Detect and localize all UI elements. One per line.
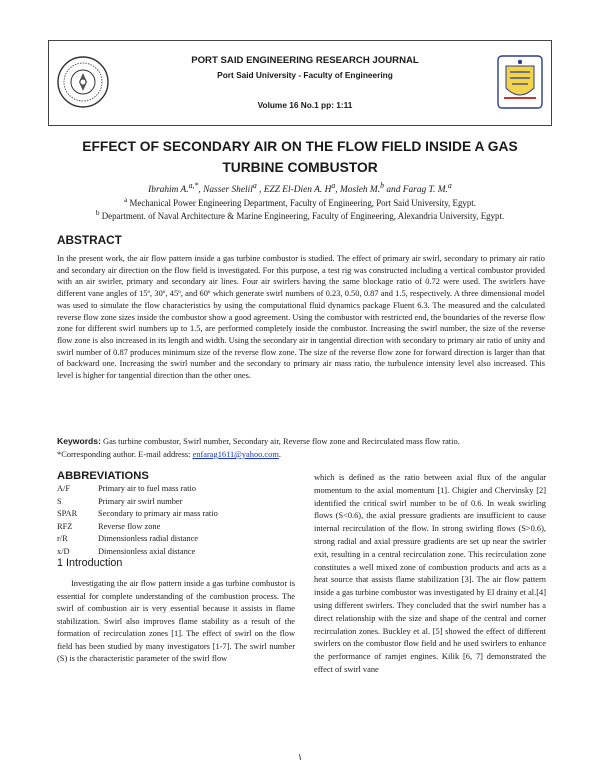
keywords-label: Keywords: — [57, 436, 101, 446]
keywords-text: Gas turbine combustor, Swirl number, Secondary air, Reverse flow zone and Recirculated mass flow ratio. — [103, 437, 460, 446]
corresponding-author — [57, 450, 545, 459]
abbr-meaning: Dimensionless axial distance — [98, 546, 196, 556]
paper-title — [70, 136, 530, 178]
abbr-term: SPAR — [57, 509, 78, 519]
table-row — [57, 534, 218, 547]
table-row — [57, 484, 218, 497]
author-name: Ibrahim A. — [148, 185, 189, 196]
author-name: EZZ El-Dien A. H — [263, 185, 332, 196]
abbreviations-heading: ABBREVIATIONS — [57, 470, 149, 482]
abbr-meaning: Reverse flow zone — [98, 521, 161, 531]
journal-name: PORT SAID ENGINEERING RESEARCH JOURNAL — [191, 55, 419, 66]
abbr-term: RFZ — [57, 521, 73, 531]
journal-volume: Volume 16 No.1 pp: 1:11 — [257, 100, 353, 110]
affiliation-sup: a — [124, 195, 128, 204]
abstract-text: In the present work, the air flow pattern inside a gas turbine combustor is studied. The effect of primary air swirl, secondary to primary air ratio and secondary air direction on the flow field is investigated. For this purpose, a test rig was constructed including a vertical combustor provided with an air swirler, primary and secondary air lines. Four air swirlers having the same blockage ratio of 0.72 were used. The swirlers have different vane angles of 15º, 30º, 45º, and 60º which generate swirl numbers of 0.23, 0.50, 0.87 and 1.5, respectively. A three dimensional model was used to simulate the flow characteristics by using the computational fluid dynamics package Fluent 6.3. The measured and the calculated reverse flow zone sizes inside the combustor show a good agreement. Using the combustor with restricted end, the boundaries of the reverse flow zone for different swirl numbers up to 1.5, are performed completely inside the combustor. Increasing the swirl number, the size of the reverse flow zone is also increased in its length and width. Using the secondary air in tangential direction with secondary to primary air ratio of unity and swirl number of 0.87 produces minimum size of the reverse flow zone. The size of the reverse flow zone for forward direction is larger than that of backward one. Increasing the swirl number and the secondary to primary air mass ratio, the turbulence intensity level also increased. This level is higher for tangential direction than the other ones. — [57, 254, 545, 381]
author-email-link[interactable]: enfarag1611@yahoo.com — [192, 450, 279, 459]
affiliation-text: Department. of Naval Architecture & Marine Engineering, Faculty of Engineering, Alexandria University, Egypt. — [101, 210, 505, 221]
author-list: Ibrahim A.$^{a,*}$, Nasser Shelil$^a$ , EZZ El-Dien A. $H^a$, Mosleh M.$^b$ and Farag T. M.$^a$ — [148, 181, 452, 196]
author-name: Farag T. M. — [402, 185, 448, 196]
affiliation-sup: b — [95, 208, 100, 217]
author-sup: a — [252, 181, 257, 190]
abbr-meaning: Dimensionless radial distance — [98, 534, 199, 544]
author-name: Nasser Shelil — [203, 185, 253, 196]
author-sup: b — [380, 181, 384, 190]
introduction-text: Investigating the air flow pattern inside a gas turbine combustor is essential for complete understanding of the combustion process. The swirl of combustion air is very essential because it assists in flame stabilization. Swirl also improves flame stability as a result of the formation of recirculation zones [1]. The effect of swirl on the flow field has been studied by many investigators [1-7]. The swirl number (S) is the characteristic parameter of the swirl flow — [57, 579, 295, 663]
journal-institution: Port Said University - Faculty of Engineering — [217, 70, 393, 80]
page-number: ١ — [297, 752, 303, 762]
author-sup: a — [447, 181, 452, 190]
keywords — [57, 436, 545, 446]
abstract-heading: ABSTRACT — [57, 233, 122, 247]
journal-header — [48, 40, 552, 126]
abbr-meaning: Primary air swirl number — [98, 496, 183, 506]
table-row — [57, 497, 218, 510]
author-sup: a,* — [188, 181, 199, 190]
author-name: Mosleh M. — [339, 185, 381, 196]
abbr-meaning: Primary air to fuel mass ratio — [98, 484, 196, 493]
paper-title-line-1: EFFECT OF SECONDARY AIR ON THE FLOW FIELD INSIDE A GAS — [82, 139, 518, 154]
abbr-term: r/R — [57, 534, 68, 544]
affiliation-text: Mechanical Power Engineering Department, Faculty of Engineering, Port Said University, Egypt. — [129, 197, 476, 208]
abbreviations-table — [57, 484, 218, 560]
abbr-meaning: Secondary to primary air mass ratio — [98, 509, 218, 519]
right-column-text: which is defined as the ratio between axial flux of the angular momentum to the axial momentum [1]. Chigier and Chervinsky [2] identified the critical swirl number to be of 0.6. In weak swirling flows (S<0.6), the axial pressure gradients are insufficient to cause internal recirculation of the flow. In strong swirling flows (S>0.6), strong radial and axial pressure gradients are set up near the swirler exit, resulting in a central recirculation zone. This recirculation zone constitutes a well mixed zone of combustion products and acts as a heat source that assists flame stabilization [3]. The air flow pattern inside a gas turbine combustor was investigated by El drainy et al.[4] using different swirlers. They concluded that the swirl number has a direct relationship with the size and shape of the central and corner recirculation zones. Buckley et al. [5] showed the effect of different swirlers on the combustor flow field and he used swirlers to enhance the performance of ramjet engines. Kilik [6, 7] demonstrated the effect of swirl vane — [314, 473, 546, 674]
affiliation — [40, 208, 560, 221]
corresponding-label: *Corresponding author. E-mail address: — [57, 450, 191, 459]
author-sup: a — [331, 181, 336, 190]
faculty-seal-icon — [56, 55, 110, 109]
introduction-heading: 1 Introduction — [57, 557, 123, 569]
abbr-term: x/D — [57, 546, 70, 556]
abbr-term: A/F — [57, 484, 71, 493]
corresponding-trail: . — [278, 450, 281, 459]
paper-title-line-2: TURBINE COMBUSTOR — [222, 160, 378, 175]
table-row — [57, 509, 218, 522]
affiliation — [40, 195, 560, 208]
table-row — [57, 522, 218, 535]
abbr-term: S — [57, 496, 62, 506]
university-emblem-icon — [496, 54, 544, 110]
